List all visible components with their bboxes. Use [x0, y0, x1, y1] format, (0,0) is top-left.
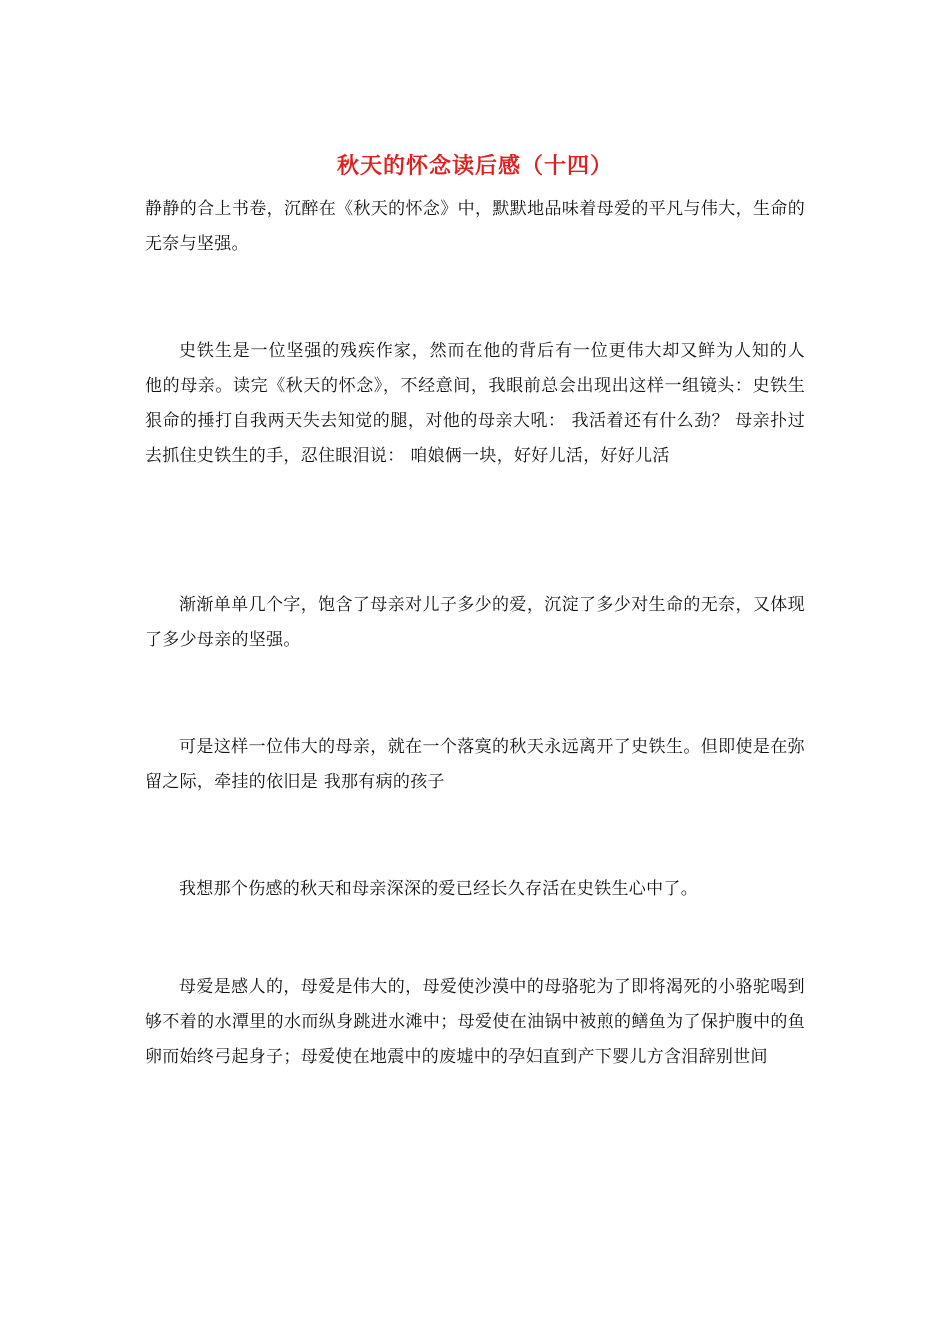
paragraph-love-words: 渐渐单单几个字，饱含了母亲对儿子多少的爱，沉淀了多少对生命的无奈，又体现了多少母亲的坚强。: [145, 595, 805, 650]
paragraph-intro: 静静的合上书卷，沉醉在《秋天的怀念》中，默默地品味着母爱的平凡与伟大，生命的无奈与坚强。: [145, 199, 805, 254]
paragraph-autumn-memory: 我想那个伤感的秋天和母亲深深的爱已经长久存活在史铁生心中了。: [179, 879, 698, 899]
paragraph-mother-departure: 可是这样一位伟大的母亲，就在一个落寞的秋天永远离开了史铁生。但即使是在弥留之际，牵挂的依旧是 我那有病的孩子: [145, 737, 805, 792]
document-title: 秋天的怀念读后感（十四）: [336, 153, 613, 179]
paragraph-maternal-love: 母爱是感人的，母爱是伟大的，母爱使沙漠中的母骆驼为了即将渴死的小骆驼喝到够不着的水潭里的水而纵身跳进水滩中；母爱使在油锅中被煎的鳝鱼为了保护腹中的鱼卵而始终弓起身子；母爱使在地震中的废墟中的孕妇直到产下婴儿方含泪辞别世间: [145, 977, 805, 1067]
paragraph-author-mother: 史铁生是一位坚强的残疾作家，然而在他的背后有一位更伟大却又鲜为人知的人 他的母亲。读完《秋天的怀念》，不经意间，我眼前总会出现出这样一组镜头：史铁生狠命的捶打自我两天失去知觉的腿，对他的母亲大吼： 我活着还有什么劲？ 母亲扑过去抓住史铁生的手，忍住眼泪说： 咱娘俩一块，好好儿活，好好儿活: [145, 341, 805, 466]
